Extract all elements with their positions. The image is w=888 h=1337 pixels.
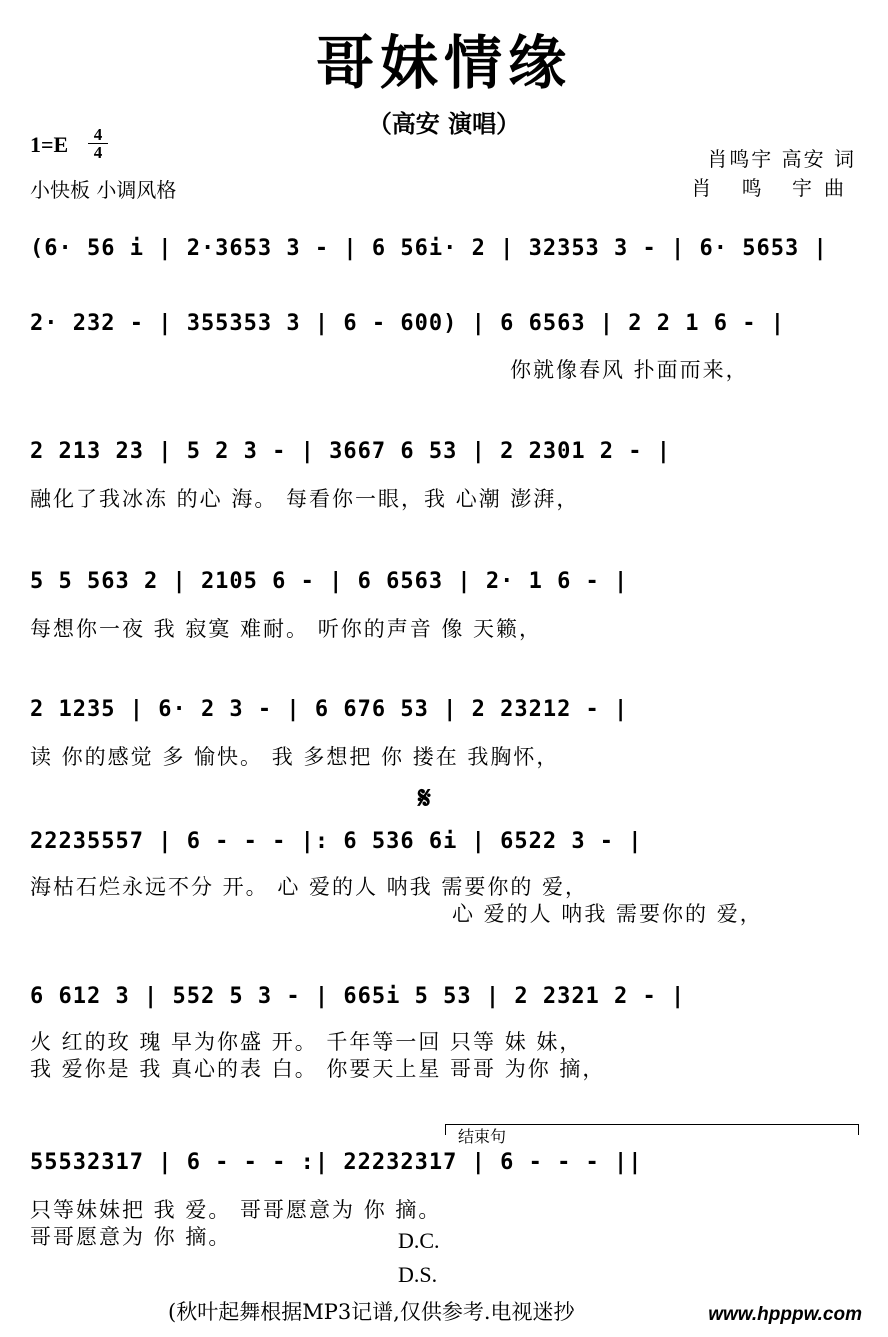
performer-subtitle: （高安 演唱） <box>367 109 521 138</box>
score-row-3: 2 213 23 | 5 2 3 - | 3667 6 53 | 2 2301 2 - | <box>30 439 672 464</box>
ds-mark: D.S. <box>398 1262 438 1287</box>
score-row-2: 2· 232 - | 355353 3 | 6 - 600) | 6 6563 | 2 2 1 6 - | <box>30 311 785 336</box>
dc-mark: D.C. <box>398 1228 440 1253</box>
lyric-row-3: 融化了我冰冻 的心 海。 每看你一眼，我 心潮 澎湃， <box>30 487 580 511</box>
transcription-note: (秋叶起舞根据MP3记谱,仅供参考.电视迷抄 <box>168 1300 575 1324</box>
lyric-row-5: 读 你的感觉 多 愉快。 我 多想把 你 搂在 我胸怀， <box>30 745 560 769</box>
key-signature: 1=E <box>30 132 69 157</box>
tempo-marking: 小快板 小调风格 <box>30 178 177 202</box>
lyric-row-8a: 只等妹妹把 我 爱。 哥哥愿意为 你 摘。 <box>30 1198 442 1222</box>
lyric-row-7a: 火 红的玫 瑰 早为你盛 开。 千年等一回 只等 妹 妹， <box>30 1030 583 1054</box>
watermark: www.hpppw.com <box>708 1304 862 1325</box>
lyric-row-7b: 我 爱你是 我 真心的表 白。 你要天上星 哥哥 为你 摘， <box>30 1057 606 1081</box>
composer-credit: 肖 鸣 宇曲 <box>691 176 856 200</box>
score-row-1: (6· 56 i | 2·3653 3 - | 6 56i· 2 | 32353 3 - | 6· 5653 | <box>30 236 828 261</box>
segno-icon: 𝄋 <box>418 782 431 815</box>
time-signature-top: 4 <box>88 126 108 144</box>
ending-label: 结束句 <box>458 1127 507 1146</box>
score-row-7: 6 612 3 | 552 5 3 - | 665i 5 53 | 2 2321 2 - | <box>30 984 686 1009</box>
lyric-row-4: 每想你一夜 我 寂寞 难耐。 听你的声音 像 天籁， <box>30 617 543 641</box>
lyric-row-6b: 心 爱的人 呐我 需要你的 爱， <box>452 902 763 926</box>
score-row-4: 5 5 563 2 | 2105 6 - | 6 6563 | 2· 1 6 - | <box>30 569 629 594</box>
lyric-row-6a: 海枯石烂永远不分 开。 心 爱的人 呐我 需要你的 爱， <box>30 875 589 899</box>
score-row-8: 55532317 | 6 - - - :| 22232317 | 6 - - - || <box>30 1150 643 1175</box>
time-signature-bottom: 4 <box>93 143 103 162</box>
song-title: 哥妹情缘 <box>315 29 572 97</box>
ending-bracket <box>445 1124 859 1135</box>
lyricist-credit: 肖鸣宇 高安 词 <box>707 147 856 171</box>
lyric-row-8b: 哥哥愿意为 你 摘。 <box>30 1225 232 1249</box>
score-row-6: 22235557 | 6 - - - |: 6 536 6i | 6522 3 - | <box>30 829 643 854</box>
lyric-row-2: 你就像春风 扑面而来， <box>510 358 749 382</box>
time-signature <box>88 126 108 161</box>
score-row-5: 2 1235 | 6· 2 3 - | 6 676 53 | 2 23212 - | <box>30 697 629 722</box>
